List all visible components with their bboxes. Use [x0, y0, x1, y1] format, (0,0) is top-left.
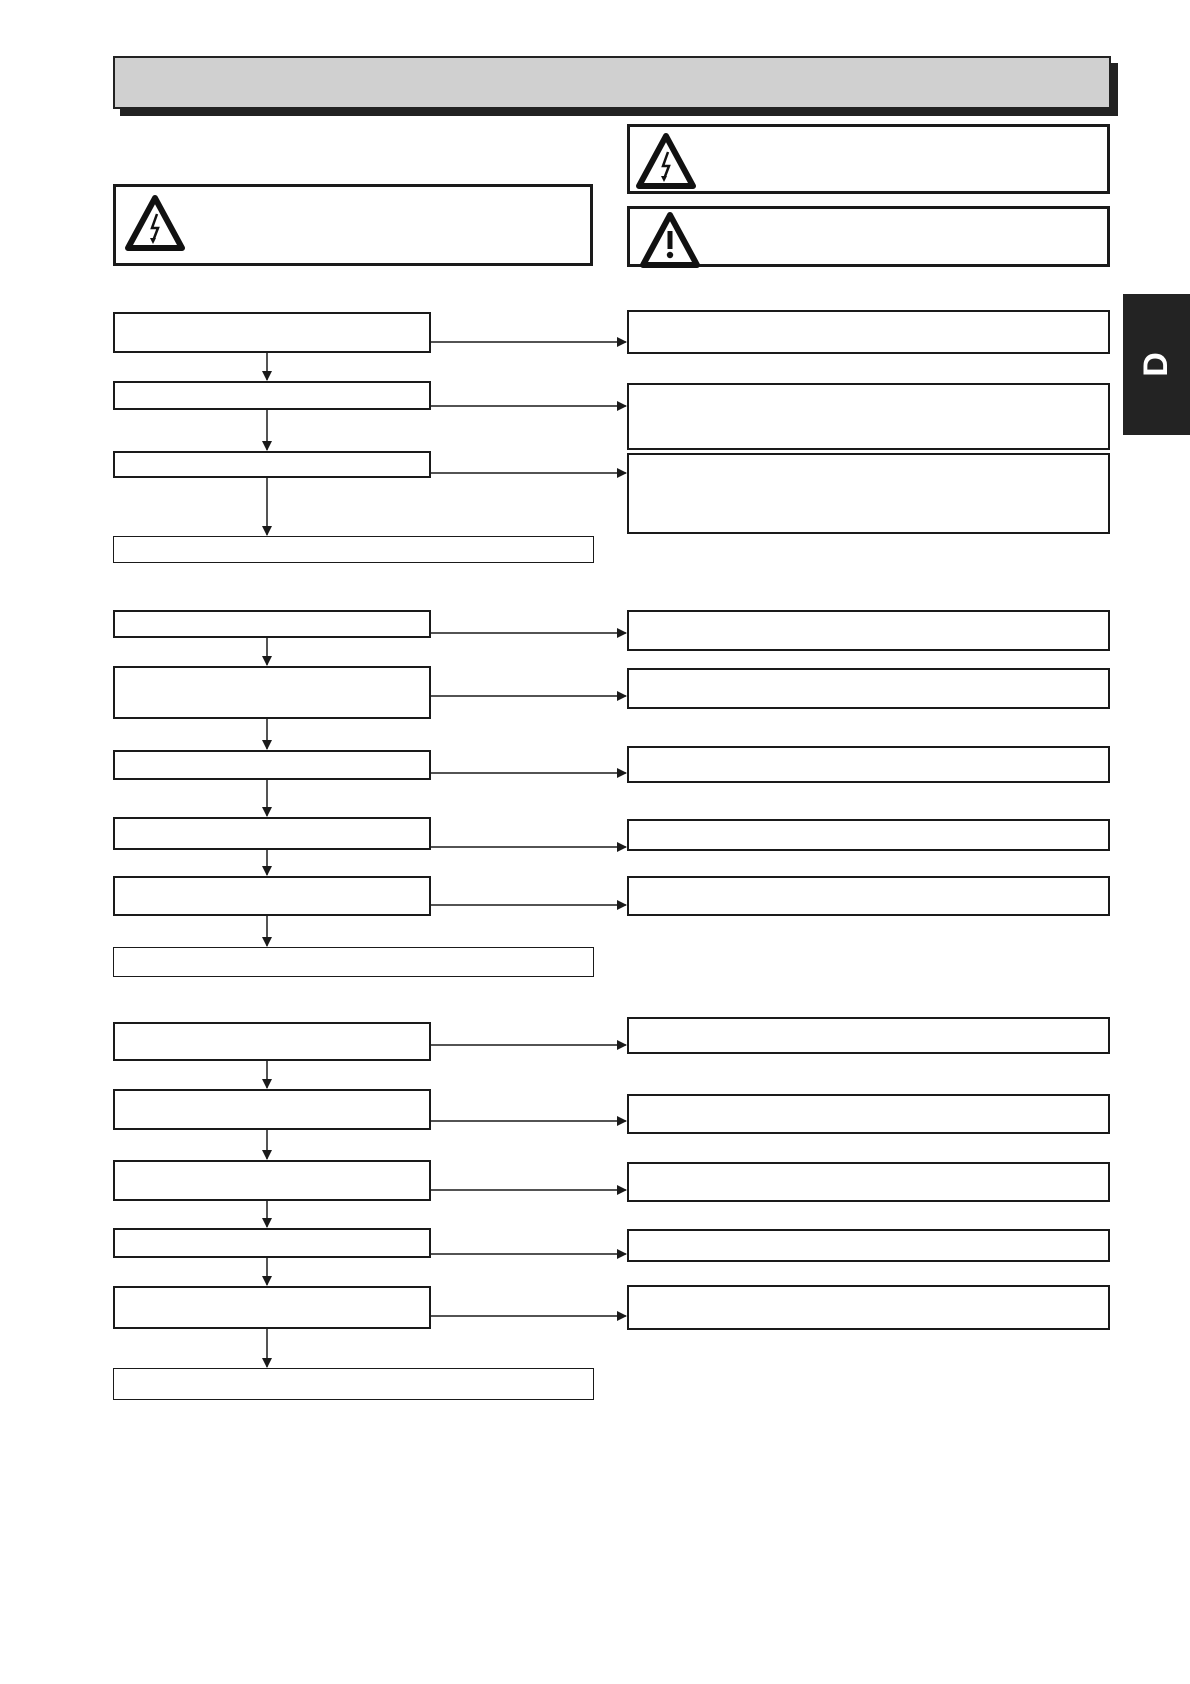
section-tab-letter: D [1137, 352, 1175, 377]
